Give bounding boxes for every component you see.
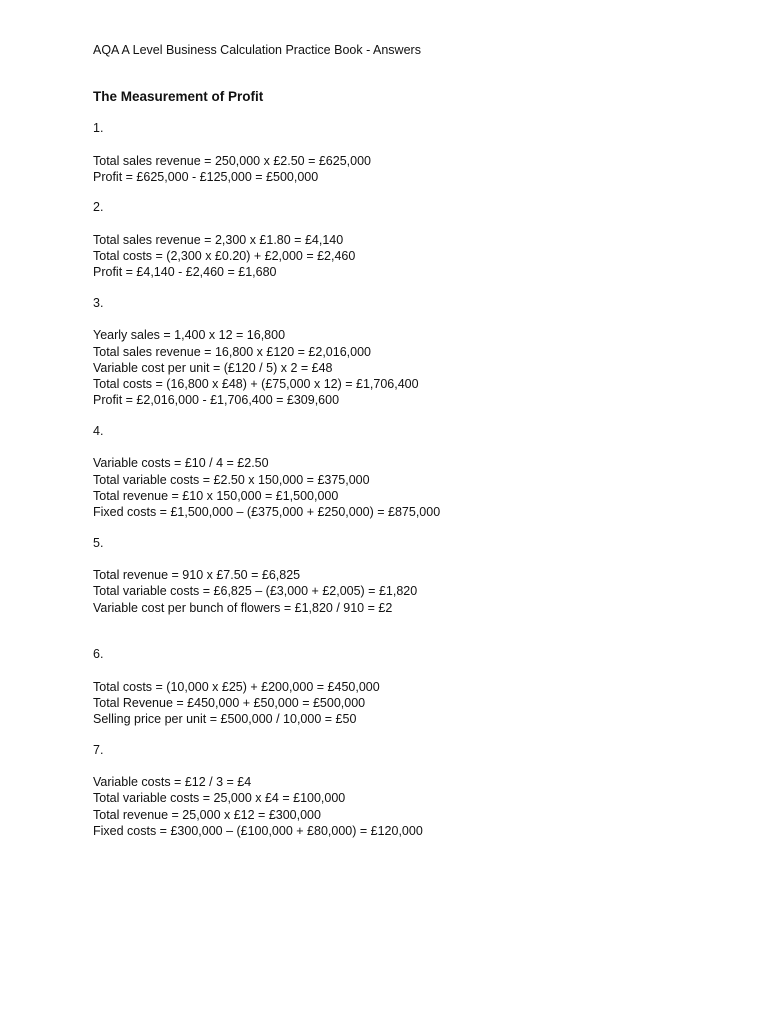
calculation-line: Total sales revenue = 16,800 x £120 = £2,016,000 <box>93 344 371 359</box>
answer-block <box>93 646 733 727</box>
calculation-line: Profit = £4,140 - £2,460 = £1,680 <box>93 265 277 280</box>
answer-block <box>93 199 733 280</box>
answers-list <box>93 120 733 839</box>
calculation-line: Fixed costs = £300,000 – (£100,000 + £80,000) = £120,000 <box>93 823 423 838</box>
calculation-line: Fixed costs = £1,500,000 – (£375,000 + £250,000) = £875,000 <box>93 505 441 520</box>
answer-block <box>93 742 733 840</box>
calculation-line: Total costs = (2,300 x £0.20) + £2,000 = £2,460 <box>93 249 356 264</box>
calculation-line: Total sales revenue = 250,000 x £2.50 = £625,000 <box>93 153 371 168</box>
calculation-line: Total revenue = 910 x £7.50 = £6,825 <box>93 568 301 583</box>
calculation-line: Total sales revenue = 2,300 x £1.80 = £4,140 <box>93 232 344 247</box>
calculation-line: Total costs = (10,000 x £25) + £200,000 = £450,000 <box>93 679 380 694</box>
question-number: 6. <box>93 647 104 662</box>
document-page <box>93 42 733 839</box>
question-number: 5. <box>93 535 104 550</box>
calculation-line: Profit = £625,000 - £125,000 = £500,000 <box>93 169 319 184</box>
answer-block <box>93 423 733 521</box>
section-title: The Measurement of Profit <box>93 89 264 104</box>
question-number: 4. <box>93 423 104 438</box>
calculation-line: Variable cost per bunch of flowers = £1,820 / 910 = £2 <box>93 600 393 615</box>
calculation-line: Total revenue = 25,000 x £12 = £300,000 <box>93 807 321 822</box>
calculation-line: Total variable costs = £6,825 – (£3,000 + £2,005) = £1,820 <box>93 584 418 599</box>
calculation-line: Profit = £2,016,000 - £1,706,400 = £309,600 <box>93 393 340 408</box>
question-number: 1. <box>93 121 104 135</box>
calculation-line: Yearly sales = 1,400 x 12 = 16,800 <box>93 328 286 343</box>
answer-block <box>93 295 733 409</box>
calculation-line: Total variable costs = 25,000 x £4 = £100,000 <box>93 791 346 806</box>
question-number: 7. <box>93 742 104 757</box>
answer-block <box>93 120 733 185</box>
calculation-line: Total variable costs = £2.50 x 150,000 = £375,000 <box>93 472 370 487</box>
question-number: 2. <box>93 200 104 215</box>
question-number: 3. <box>93 295 104 310</box>
calculation-line: Variable costs = £10 / 4 = £2.50 <box>93 456 269 471</box>
calculation-line: Total revenue = £10 x 150,000 = £1,500,000 <box>93 488 339 503</box>
calculation-line: Variable costs = £12 / 3 = £4 <box>93 775 252 790</box>
page-header: AQA A Level Business Calculation Practice Book - Answers <box>93 43 421 57</box>
calculation-line: Total Revenue = £450,000 + £50,000 = £500,000 <box>93 695 366 710</box>
calculation-line: Selling price per unit = £500,000 / 10,000 = £50 <box>93 712 357 727</box>
calculation-line: Variable cost per unit = (£120 / 5) x 2 = £48 <box>93 360 333 375</box>
answer-block <box>93 535 733 616</box>
calculation-line: Total costs = (16,800 x £48) + (£75,000 x 12) = £1,706,400 <box>93 377 419 392</box>
